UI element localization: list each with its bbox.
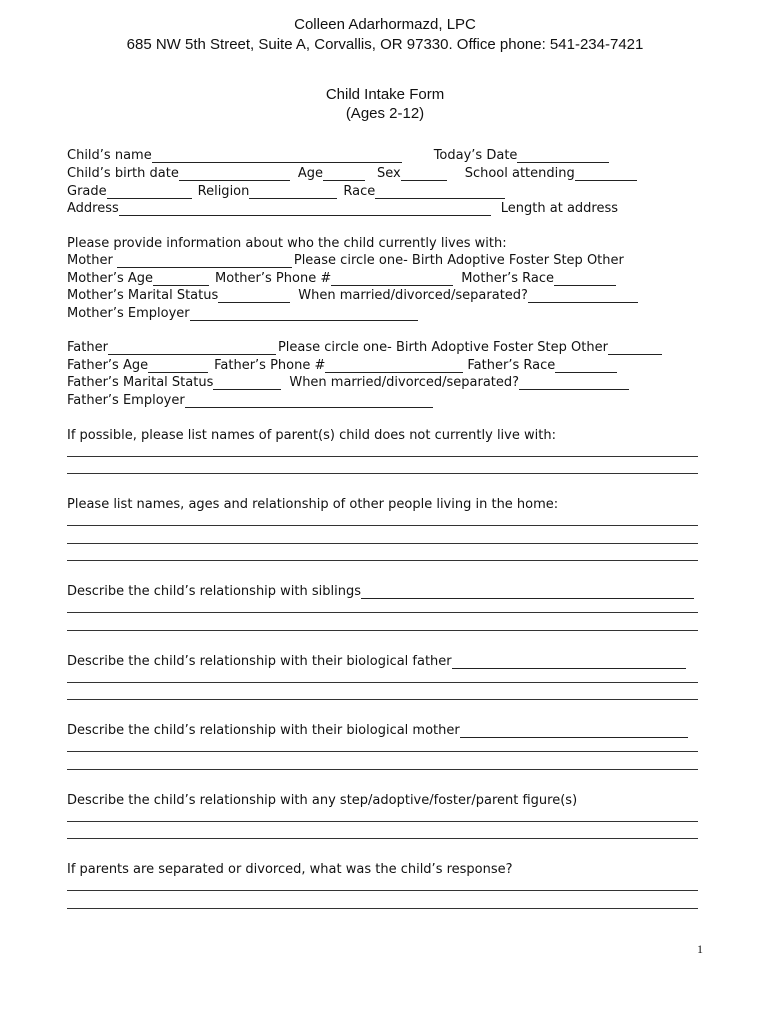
mother-employer-field[interactable] <box>190 308 418 321</box>
lives-with-intro: Please provide information about who the child currently lives with: <box>67 236 507 251</box>
father-label: Father <box>67 340 108 355</box>
q-step-figures: Describe the child’s relationship with any step/adoptive/foster/parent figure(s) <box>67 793 578 808</box>
row-name-date <box>67 145 700 163</box>
answer-line[interactable] <box>67 751 698 752</box>
todays-date-label: Today’s Date <box>433 148 518 163</box>
birth-date-label: Child’s birth date <box>67 166 179 181</box>
row-mother-employer <box>67 303 700 321</box>
sex-field[interactable] <box>401 168 447 181</box>
mother-label: Mother <box>67 253 113 268</box>
row-mother <box>67 250 700 268</box>
answer-line[interactable] <box>67 682 698 683</box>
answer-line[interactable] <box>67 838 698 839</box>
q-bio-mother: Describe the child’s relationship with their biological mother <box>67 720 700 738</box>
grade-label: Grade <box>67 184 107 199</box>
practice-address: 685 NW 5th Street, Suite A, Corvallis, OR 97330. Office phone: 541-234-7421 <box>126 36 644 53</box>
answer-line[interactable] <box>67 908 698 909</box>
answer-line[interactable] <box>452 656 686 669</box>
answer-line[interactable] <box>67 630 698 631</box>
row-birth-age-sex-school <box>67 163 700 181</box>
row-father <box>67 337 700 355</box>
school-field[interactable] <box>575 168 637 181</box>
father-race-label: Father’s Race <box>467 358 556 373</box>
answer-line[interactable] <box>67 560 698 561</box>
answer-line[interactable] <box>67 890 698 891</box>
father-age-label: Father’s Age <box>67 358 149 373</box>
father-employer-label: Father’s Employer <box>67 393 185 408</box>
sex-label: Sex <box>376 166 401 181</box>
mother-marital-field[interactable] <box>218 290 290 303</box>
birth-date-field[interactable] <box>179 168 290 181</box>
race-label: Race <box>343 184 376 199</box>
mother-race-label: Mother’s Race <box>461 271 554 286</box>
answer-line[interactable] <box>67 543 698 544</box>
row-father-age-phone-race <box>67 355 700 373</box>
child-name-field[interactable] <box>152 150 402 163</box>
answer-line[interactable] <box>460 725 688 738</box>
mother-age-label: Mother’s Age <box>67 271 154 286</box>
q-others-in-home: Please list names, ages and relationship of other people living in the home: <box>67 497 559 512</box>
mother-relation-options[interactable]: Please circle one- Birth Adoptive Foster Step Other <box>293 253 624 268</box>
school-label: School attending <box>464 166 575 181</box>
answer-line[interactable] <box>67 612 698 613</box>
father-married-field[interactable] <box>519 377 629 390</box>
mother-married-field[interactable] <box>528 290 638 303</box>
father-phone-label: Father’s Phone # <box>214 358 326 373</box>
q-siblings: Describe the child’s relationship with siblings <box>67 581 700 599</box>
page-number: 1 <box>697 942 703 956</box>
answer-line[interactable] <box>67 525 698 526</box>
mother-married-label: When married/divorced/separated? <box>298 288 528 303</box>
mother-marital-label: Mother’s Marital Status <box>67 288 219 303</box>
father-name-field[interactable] <box>108 342 276 355</box>
father-marital-label: Father’s Marital Status <box>67 375 214 390</box>
address-label: Address <box>67 201 119 216</box>
q-bio-father: Describe the child’s relationship with their biological father <box>67 651 700 669</box>
father-relation-options[interactable]: Please circle one- Birth Adoptive Foster Step Other <box>277 340 608 355</box>
answer-line[interactable] <box>361 586 694 599</box>
row-father-marital <box>67 372 700 390</box>
row-grade-religion-race <box>67 181 700 199</box>
father-employer-field[interactable] <box>185 395 433 408</box>
form-subtitle: (Ages 2-12) <box>345 105 425 122</box>
age-field[interactable] <box>323 168 365 181</box>
mother-employer-label: Mother’s Employer <box>67 306 190 321</box>
row-mother-marital <box>67 285 700 303</box>
answer-line[interactable] <box>67 473 698 474</box>
length-at-address-label: Length at address <box>500 201 619 216</box>
mother-phone-label: Mother’s Phone # <box>215 271 332 286</box>
row-father-employer <box>67 390 700 408</box>
answer-line[interactable] <box>67 821 698 822</box>
answer-line[interactable] <box>67 769 698 770</box>
row-address <box>67 198 700 216</box>
form-title: Child Intake Form <box>325 86 445 103</box>
practitioner-name: Colleen Adarhormazd, LPC <box>294 16 476 33</box>
q-separation-response: If parents are separated or divorced, what was the child’s response? <box>67 862 513 877</box>
answer-line[interactable] <box>67 699 698 700</box>
answer-line[interactable] <box>67 456 698 457</box>
father-marital-field[interactable] <box>213 377 281 390</box>
religion-label: Religion <box>197 184 250 199</box>
q-parents-not-living: If possible, please list names of parent(s) child does not currently live with: <box>67 428 556 443</box>
row-mother-age-phone-race <box>67 268 700 286</box>
father-married-label: When married/divorced/separated? <box>289 375 520 390</box>
mother-name-field[interactable] <box>117 255 292 268</box>
father-other-field[interactable] <box>608 342 662 355</box>
address-field[interactable] <box>119 203 491 216</box>
age-label: Age <box>297 166 323 181</box>
child-name-label: Child’s name <box>67 148 152 163</box>
todays-date-field[interactable] <box>517 150 609 163</box>
